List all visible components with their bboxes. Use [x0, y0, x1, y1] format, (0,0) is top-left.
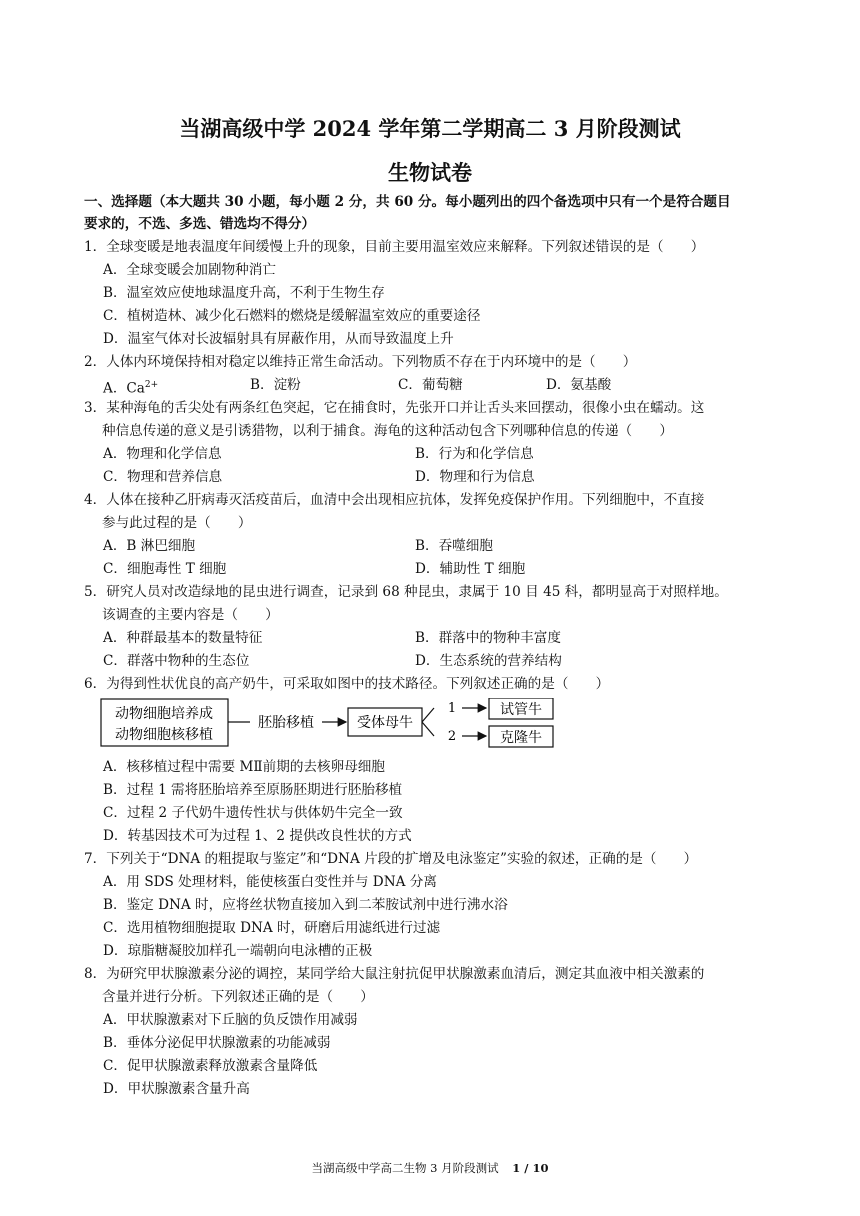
footer-text: 当湖高级中学高二生物 3 月阶段测试 — [311, 1161, 499, 1175]
q5-option-b: B．群落中的物种丰富度 — [415, 630, 561, 646]
q8-stem-line1: 8．为研究甲状腺激素分泌的调控，某同学给大鼠注射抗促甲状腺激素血清后，测定其血液中相关激素的 — [84, 966, 705, 982]
q4-stem-line2: 参与此过程的是（ ） — [102, 515, 252, 531]
q1-option-a: A．全球变暖会加剧物种消亡 — [103, 262, 276, 278]
diagram-out2-label: 克隆牛 — [500, 730, 542, 746]
q2-option-a-charge: 2+ — [144, 380, 159, 390]
q2-stem: 2．人体内环境保持相对稳定以维持正常生命活动。下列物质不存在于内环境中的是（ ） — [84, 354, 637, 370]
q6-option-d: D．转基因技术可为过程 1、2 提供改良性状的方式 — [103, 828, 412, 844]
q8-option-b: B．垂体分泌促甲状腺激素的功能减弱 — [103, 1035, 331, 1051]
page-number: 1 / 10 — [512, 1161, 549, 1175]
q7-stem: 7．下列关于“DNA 的粗提取与鉴定”和“DNA 片段的扩增及电泳鉴定”实验的叙述，正确的是（ ） — [84, 851, 698, 867]
q7-option-c: C．选用植物细胞提取 DNA 时，研磨后用滤纸进行过滤 — [103, 920, 441, 936]
diagram-out1-label: 试管牛 — [500, 702, 542, 718]
q2-option-d: D．氨基酸 — [546, 377, 612, 393]
q2-option-a-text: A．Ca — [103, 380, 145, 397]
q7-option-a: A．用 SDS 处理材料，能使核蛋白变性并与 DNA 分离 — [103, 874, 437, 890]
diagram-box1-line1: 动物细胞培养成 — [115, 706, 213, 722]
q6-option-c: C．过程 2 子代奶牛遗传性状与供体奶牛完全一致 — [103, 805, 403, 821]
q5-stem-line2: 该调查的主要内容是（ ） — [102, 607, 279, 623]
q5-option-d: D．生态系统的营养结构 — [415, 653, 562, 669]
q5-option-a: A．种群最基本的数量特征 — [103, 630, 263, 646]
section-heading-line1: 一、选择题（本大题共 30 小题，每小题 2 分，共 60 分。每小题列出的四个备选项中只有一个是符合题目 — [84, 194, 731, 210]
q2-option-c: C．葡萄糖 — [398, 377, 463, 393]
diagram-box1-line2: 动物细胞核移植 — [115, 727, 213, 743]
section-heading-line2: 要求的，不选、多选、错选均不得分） — [84, 216, 316, 232]
exam-title: 当湖高级中学 2024 学年第二学期高二 3 月阶段测试 — [179, 116, 681, 141]
q3-option-a: A．物理和化学信息 — [103, 446, 222, 462]
q6-flow-diagram — [100, 698, 570, 754]
q8-stem-line2: 含量并进行分析。下列叙述正确的是（ ） — [102, 989, 374, 1005]
q3-option-c: C．物理和营养信息 — [103, 469, 223, 485]
diagram-path-1-label: 1 — [447, 701, 457, 716]
exam-subtitle: 生物试卷 — [388, 160, 472, 185]
diagram-branch-1-line — [422, 708, 434, 722]
q4-option-b: B．吞噬细胞 — [415, 538, 493, 554]
q3-stem-line1: 3．某种海龟的舌尖处有两条红色突起，它在捕食时，先张开口并让舌头来回摆动，很像小虫在蠕动。这 — [84, 400, 705, 416]
q6-option-a: A．核移植过程中需要 MⅡ前期的去核卵母细胞 — [103, 759, 385, 775]
q7-option-b: B．鉴定 DNA 时，应将丝状物直接加入到二苯胺试剂中进行沸水浴 — [103, 897, 508, 913]
page-footer — [0, 1160, 860, 1176]
diagram-box2-label: 受体母牛 — [357, 715, 413, 731]
q6-option-b: B．过程 1 需将胚胎培养至原肠胚期进行胚胎移植 — [103, 782, 403, 798]
q2-option-b: B．淀粉 — [250, 377, 301, 393]
q8-option-c: C．促甲状腺激素释放激素含量降低 — [103, 1058, 318, 1074]
q1-stem: 1．全球变暖是地表温度年间缓慢上升的现象，目前主要用温室效应来解释。下列叙述错误的是（ ） — [84, 239, 705, 255]
q3-stem-line2: 种信息传递的意义是引诱猎物，以利于捕食。海龟的这种活动包含下列哪种信息的传递（ ） — [102, 423, 673, 439]
q5-option-c: C．群落中物种的生态位 — [103, 653, 250, 669]
q5-stem-line1: 5．研究人员对改造绿地的昆虫进行调查，记录到 68 种昆虫，隶属于 10 目 45 科，都明显高于对照样地。 — [84, 584, 728, 600]
q4-option-d: D．辅助性 T 细胞 — [415, 561, 526, 577]
q1-option-b: B．温室效应使地球温度升高，不利于生物生存 — [103, 285, 385, 301]
diagram-step-embryo-transfer: 胚胎移植 — [258, 715, 314, 731]
q4-stem-line1: 4．人体在接种乙肝病毒灭活疫苗后，血清中会出现相应抗体，发挥免疫保护作用。下列细胞中，不直接 — [84, 492, 705, 508]
q1-option-c: C．植树造林、减少化石燃料的燃烧是缓解温室效应的重要途径 — [103, 308, 481, 324]
diagram-path-2-label: 2 — [447, 729, 457, 744]
q2-option-a — [103, 375, 158, 399]
q8-option-a: A．甲状腺激素对下丘脑的负反馈作用减弱 — [103, 1012, 358, 1028]
q3-option-d: D．物理和行为信息 — [415, 469, 535, 485]
q3-option-b: B．行为和化学信息 — [415, 446, 534, 462]
diagram-branch-2-line — [422, 722, 434, 736]
q8-option-d: D．甲状腺激素含量升高 — [103, 1081, 250, 1097]
q6-stem: 6．为得到性状优良的高产奶牛，可采取如图中的技术路径。下列叙述正确的是（ ） — [84, 676, 610, 692]
q1-option-d: D．温室气体对长波辐射具有屏蔽作用，从而导致温度上升 — [103, 331, 454, 347]
q4-option-a: A．B 淋巴细胞 — [103, 538, 196, 554]
q4-option-c: C．细胞毒性 T 细胞 — [103, 561, 227, 577]
q7-option-d: D．琼脂糖凝胶加样孔一端朝向电泳槽的正极 — [103, 943, 373, 959]
